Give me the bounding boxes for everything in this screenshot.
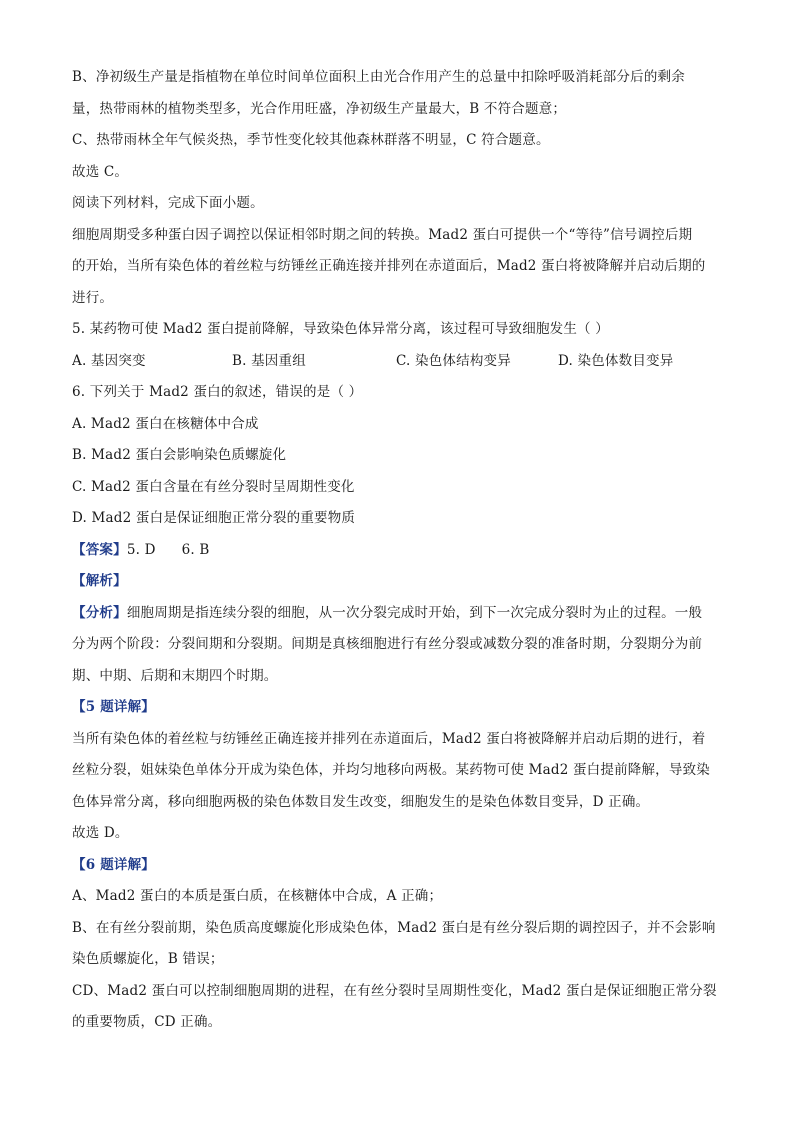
q5-option-c: C. 染色体结构变异 [396,352,511,369]
question-5-stem: 5. 某药物可使 Mad2 蛋白提前降解，导致染色体异常分离，该过程可导致细胞发生（ ） [72,321,609,337]
material-intro: 阅读下列材料，完成下面小题。 [72,195,264,211]
document-page [72,62,722,1039]
fenxi-text: 细胞周期是指连续分裂的细胞，从一次分裂完成时开始，到下一次完成分裂时为止的过程。一般 [126,604,703,621]
material-line: 细胞周期受多种蛋白因子调控以保证相邻时期之间的转换。Mad2 蛋白可提供一个“等待”信号调控后期 [72,226,693,243]
detail-6-text: 的重要物质，CD 正确。 [72,1014,222,1030]
fenxi-text: 分为两个阶段：分裂间期和分裂期。间期是真核细胞进行有丝分裂或减数分裂的准备时期，分裂期分为前 [72,636,703,652]
detail-6-text: B、在有丝分裂前期，染色质高度螺旋化形成染色体，Mad2 蛋白是有丝分裂后期的调控因子，并不会影响 [72,919,716,936]
fenxi-label: 【分析】 [72,604,127,621]
analysis-heading [72,566,722,598]
detail-5-text: 色体异常分离，移向细胞两极的染色体数目发生改变，细胞发生的是染色体数目变异，D 正确。 [72,793,650,810]
q6-option-b: B. Mad2 蛋白会影响染色质螺旋化 [72,447,287,463]
q6-option-c: C. Mad2 蛋白含量在有丝分裂时呈周期性变化 [72,478,355,495]
prev-explanation-b-line2: 量，热带雨林的植物类型多，光合作用旺盛，净初级生产量最大，B 不符合题意； [72,100,567,117]
detail-5-label: 【5 题详解】 [72,699,155,715]
detail-5-conclusion: 故选 D。 [72,825,129,841]
detail-6-label: 【6 题详解】 [72,856,155,873]
answer-line [72,535,722,567]
detail-5-text: 当所有染色体的着丝粒与纺锤丝正确连接并排列在赤道面后，Mad2 蛋白将被降解并启动后期的进行，着 [72,730,706,747]
q5-option-b: B. 基因重组 [232,352,306,369]
question-5-options [72,346,722,378]
detail-5-text: 丝粒分裂，姐妹染色单体分开成为染色体，并均匀地移向两极。某药物可使 Mad2 蛋白提前降解，导致染 [72,762,710,778]
answer-q5: 5. D [126,541,156,558]
answer-label: 【答案】 [72,541,127,558]
detail-6-text: A、Mad2 蛋白的本质是蛋白质，在核糖体中合成，A 正确； [72,888,443,904]
prev-conclusion: 故选 C。 [72,163,129,180]
prev-explanation-c-line: C、热带雨林全年气候炎热，季节性变化较其他森林群落不明显，C 符合题意。 [72,132,550,148]
material-line: 的开始，当所有染色体的着丝粒与纺锤丝正确连接并排列在赤道面后，Mad2 蛋白将被降解并启动后期的 [72,258,706,274]
material-line: 进行。 [72,289,114,306]
detail-6-heading [72,850,722,882]
detail-6-text: 染色质螺旋化，B 错误； [72,951,224,967]
q5-option-d: D. 染色体数目变异 [558,352,674,369]
q6-option-a: A. Mad2 蛋白在核糖体中合成 [72,415,259,432]
analysis-fenxi-line [72,598,722,630]
prev-explanation-b-line1: B、净初级生产量是指植物在单位时间单位面积上由光合作用产生的总量中扣除呼吸消耗部分后的剩余 [72,69,685,85]
detail-5-heading [72,692,722,724]
analysis-label: 【解析】 [72,573,127,589]
question-6-stem: 6. 下列关于 Mad2 蛋白的叙述，错误的是（ ） [72,384,363,400]
q6-option-d: D. Mad2 蛋白是保证细胞正常分裂的重要物质 [72,510,356,526]
answer-q6: 6. B [181,541,210,558]
detail-6-text: CD、Mad2 蛋白可以控制细胞周期的进程，在有丝分裂时呈周期性变化，Mad2 蛋白是保证细胞正常分裂 [72,982,717,999]
q5-option-a: A. 基因突变 [72,352,146,369]
fenxi-text: 期、中期、后期和末期四个时期。 [72,667,278,684]
